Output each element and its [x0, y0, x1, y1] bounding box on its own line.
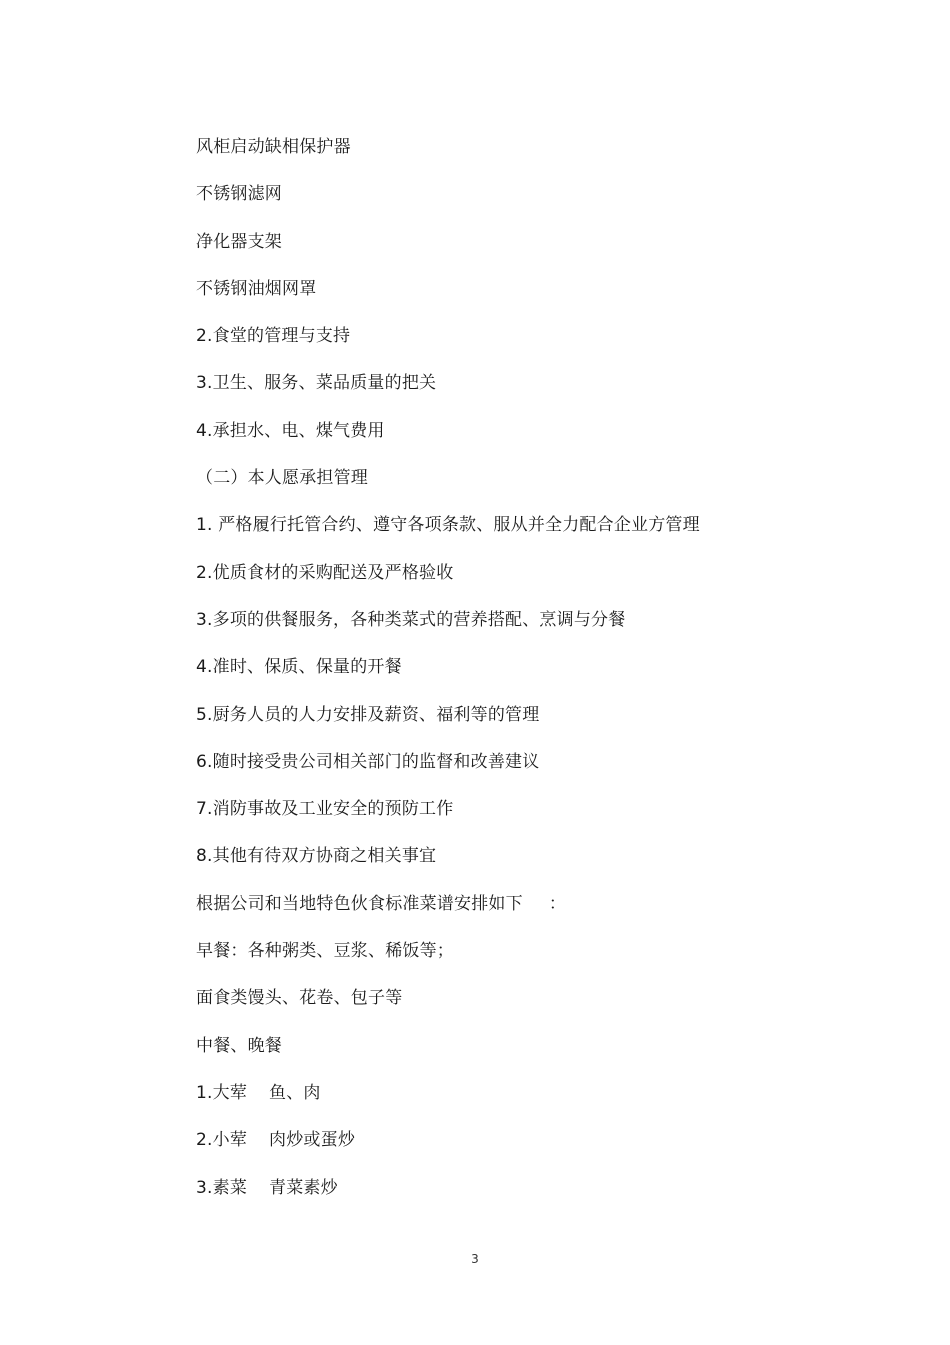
document-body — [196, 133, 876, 1221]
menu-item-name: 2.小荤 — [196, 1130, 248, 1151]
text-line: 7.消防事故及工业安全的预防工作 — [196, 799, 454, 820]
text-line: 2.优质食材的采购配送及严格验收 — [196, 562, 454, 583]
text-line: 净化器支架 — [196, 231, 282, 252]
menu-item — [196, 1174, 876, 1221]
text-line: 4.准时、保质、保量的开餐 — [196, 657, 402, 678]
text-line: 5.厨务人员的人力安排及薪资、福利等的管理 — [196, 704, 540, 725]
section-heading: （二）本人愿承担管理 — [196, 468, 368, 489]
text-line: 面食类馒头、花卷、包子等 — [196, 988, 403, 1009]
menu-item-desc: 肉炒或蛋炒 — [269, 1130, 356, 1151]
text-line: 不锈钢油烟网罩 — [196, 278, 317, 299]
text-line: 中餐、晚餐 — [196, 1035, 282, 1056]
text-line: 4.承担水、电、煤气费用 — [196, 420, 385, 441]
text-line: 不锈钢滤网 — [196, 184, 282, 205]
text-line: 2.食堂的管理与支持 — [196, 326, 351, 347]
text-line: 3.多项的供餐服务，各种类菜式的营养搭配、烹调与分餐 — [196, 609, 626, 630]
menu-item — [196, 1126, 876, 1173]
page-number: 3 — [471, 1252, 479, 1266]
menu-intro-text: 根据公司和当地特色伙食标准菜谱安排如下 — [196, 893, 523, 914]
text-line: 3.卫生、服务、菜品质量的把关 — [196, 373, 437, 394]
menu-item-name: 1.大荤 — [196, 1082, 248, 1103]
menu-intro-line — [196, 890, 876, 937]
text-line: 6.随时接受贵公司相关部门的监督和改善建议 — [196, 751, 540, 772]
text-line: 8.其他有待双方协商之相关事宜 — [196, 846, 437, 867]
menu-item-desc: 青菜素炒 — [269, 1177, 338, 1198]
menu-item-name: 3.素菜 — [196, 1177, 248, 1198]
menu-item — [196, 1079, 876, 1126]
menu-item-desc: 鱼、肉 — [269, 1082, 321, 1103]
text-line: 1. 严格履行托管合约、遵守各项条款、服从并全力配合企业方管理 — [196, 515, 700, 536]
text-line: 风柜启动缺相保护器 — [196, 137, 351, 157]
text-line: 早餐：各种粥类、豆浆、稀饭等； — [196, 941, 454, 962]
menu-intro-colon: ： — [548, 893, 567, 914]
